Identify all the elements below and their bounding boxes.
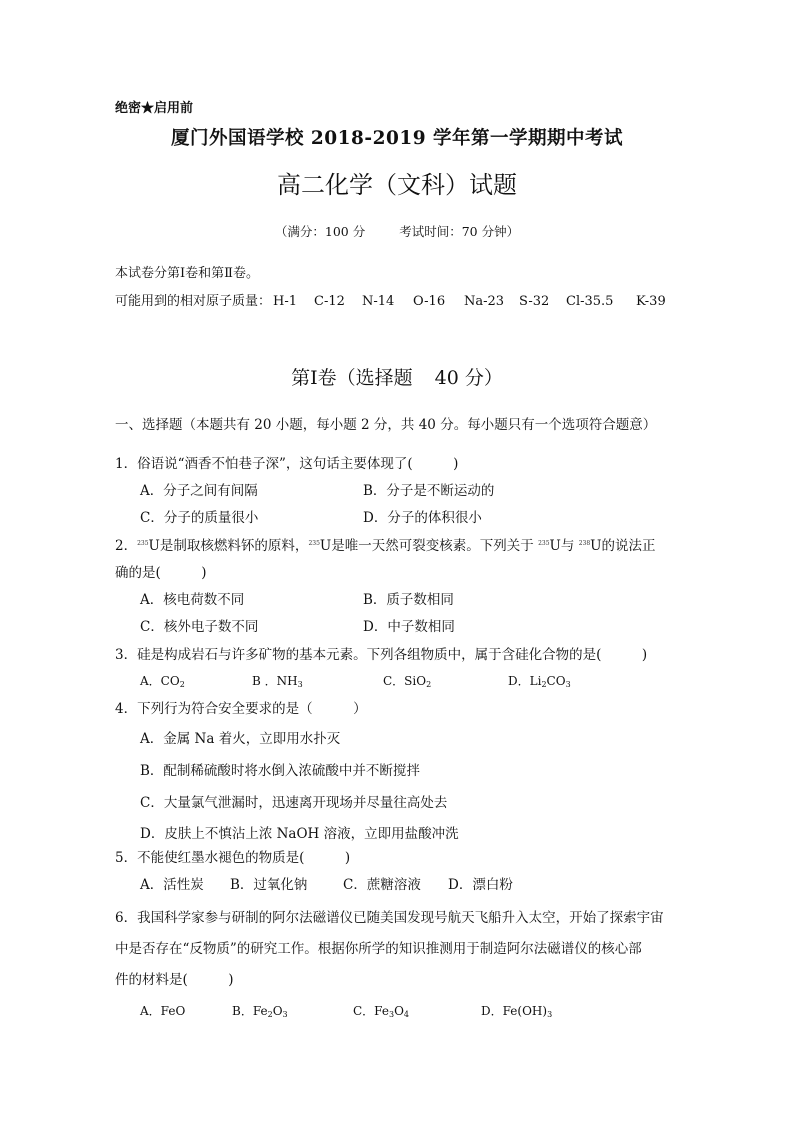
question-3-option-b: B ．$NH_3$ (252, 674, 303, 689)
subject-title: 高二化学（文科）试题 (277, 171, 517, 199)
question-1-option-d: D．分子的体积很小 (363, 510, 482, 526)
part-heading: 一、选择题（本题共有 20 小题，每小题 2 分，共 40 分。每小题只有一个选项符合题意） (115, 417, 657, 433)
exam-time: 考试时间：70 分钟） (399, 224, 520, 239)
question-4-option-d: D．皮肤上不慎沾上浓 NaOH 溶液，立即用盐酸冲洗 (140, 826, 459, 842)
section-title-text: 第Ⅰ卷（选择题 (291, 367, 413, 389)
question-6-stem-line3: 件的材料是( ) (115, 972, 234, 988)
question-2-stem-line1: 2．$^{235}$U是制取核燃料钚的原料，$^{235}$U是唯一天然可裂变核素。下列关于 $^{235}$U与 $^{238}$U的说法正 (115, 538, 656, 554)
atomic-mass-item: N-14 (362, 294, 395, 309)
question-5-option-a: A．活性炭 (140, 877, 204, 893)
question-2-option-d: D．中子数相同 (363, 619, 455, 635)
question-4-option-c: C．大量氯气泄漏时，迅速离开现场并尽量往高处去 (140, 795, 448, 811)
question-5-stem: 5．不能使红墨水褪色的物质是( ) (115, 850, 351, 866)
question-6-option-d: D．$Fe(OH)_3$ (481, 1004, 553, 1019)
question-2-stem-line2: 确的是( ) (115, 565, 207, 581)
exam-meta (0, 222, 794, 240)
question-1-option-b: B．分子是不断运动的 (363, 483, 495, 499)
section-title (0, 363, 794, 390)
question-4-option-b: B．配制稀硫酸时将水倒入浓硫酸中并不断搅拌 (140, 763, 420, 779)
atomic-mass-item: S-32 (519, 294, 550, 309)
question-1-option-a: A．分子之间有间隔 (140, 483, 258, 499)
question-6-option-b: B．$Fe_2O_3$ (232, 1004, 288, 1019)
question-3-option-d: D．$Li_2CO_3$ (508, 674, 571, 689)
question-5-option-d: D．漂白粉 (448, 877, 513, 893)
full-score: （满分：100 分 (274, 224, 366, 239)
question-2-option-a: A．核电荷数不同 (140, 592, 245, 608)
school-title: 厦门外国语学校 2018-2019 学年第一学期期中考试 (170, 128, 624, 149)
secret-mark: 绝密★启用前 (115, 101, 194, 116)
question-2-option-b: B．质子数相同 (363, 592, 454, 608)
atomic-mass-item: O-16 (413, 294, 446, 309)
question-2-option-c: C．核外电子数不同 (140, 619, 259, 635)
atomic-mass-label: 可能用到的相对原子质量： (115, 294, 272, 309)
atomic-mass-item: C-12 (314, 294, 345, 309)
question-3-option-a: A．$CO_2$ (140, 674, 185, 689)
atomic-mass-item: Na-23 (464, 294, 505, 309)
atomic-mass-line (115, 290, 666, 309)
question-5-option-b: B．过氧化钠 (230, 877, 308, 893)
question-4-option-a: A．金属 Na 着火，立即用水扑灭 (140, 731, 341, 747)
question-6-option-c: C．$Fe_3O_4$ (353, 1004, 409, 1019)
question-6-stem-line2: 中是否存在“反物质”的研究工作。根据你所学的知识推测用于制造阿尔法磁谱仪的核心部 (115, 941, 642, 957)
question-4-stem: 4．下列行为符合安全要求的是（ ） (115, 701, 367, 717)
atomic-mass-item: K-39 (636, 294, 666, 309)
question-5-option-c: C．蔗糖溶液 (343, 877, 421, 893)
atomic-mass-item: Cl-35.5 (566, 294, 614, 309)
question-6-option-a: A．FeO (140, 1004, 186, 1018)
question-1-option-c: C．分子的质量很小 (140, 510, 259, 526)
question-6-stem-line1: 6．我国科学家参与研制的阿尔法磁谱仪已随美国发现号航天飞船升入太空，开始了探索宇宙 (115, 910, 664, 926)
question-3-option-c: C．SiO$_2$ (383, 674, 432, 689)
paper-structure-note: 本试卷分第Ⅰ卷和第Ⅱ卷。 (115, 266, 259, 281)
atomic-mass-item: H-1 (273, 294, 298, 309)
question-1-stem: 1．俗语说“酒香不怕巷子深”，这句话主要体现了( ) (115, 456, 459, 472)
section-score: 40 分） (434, 367, 503, 389)
question-3-stem: 3．硅是构成岩石与许多矿物的基本元素。下列各组物质中，属于含硅化合物的是( ) (115, 647, 648, 663)
